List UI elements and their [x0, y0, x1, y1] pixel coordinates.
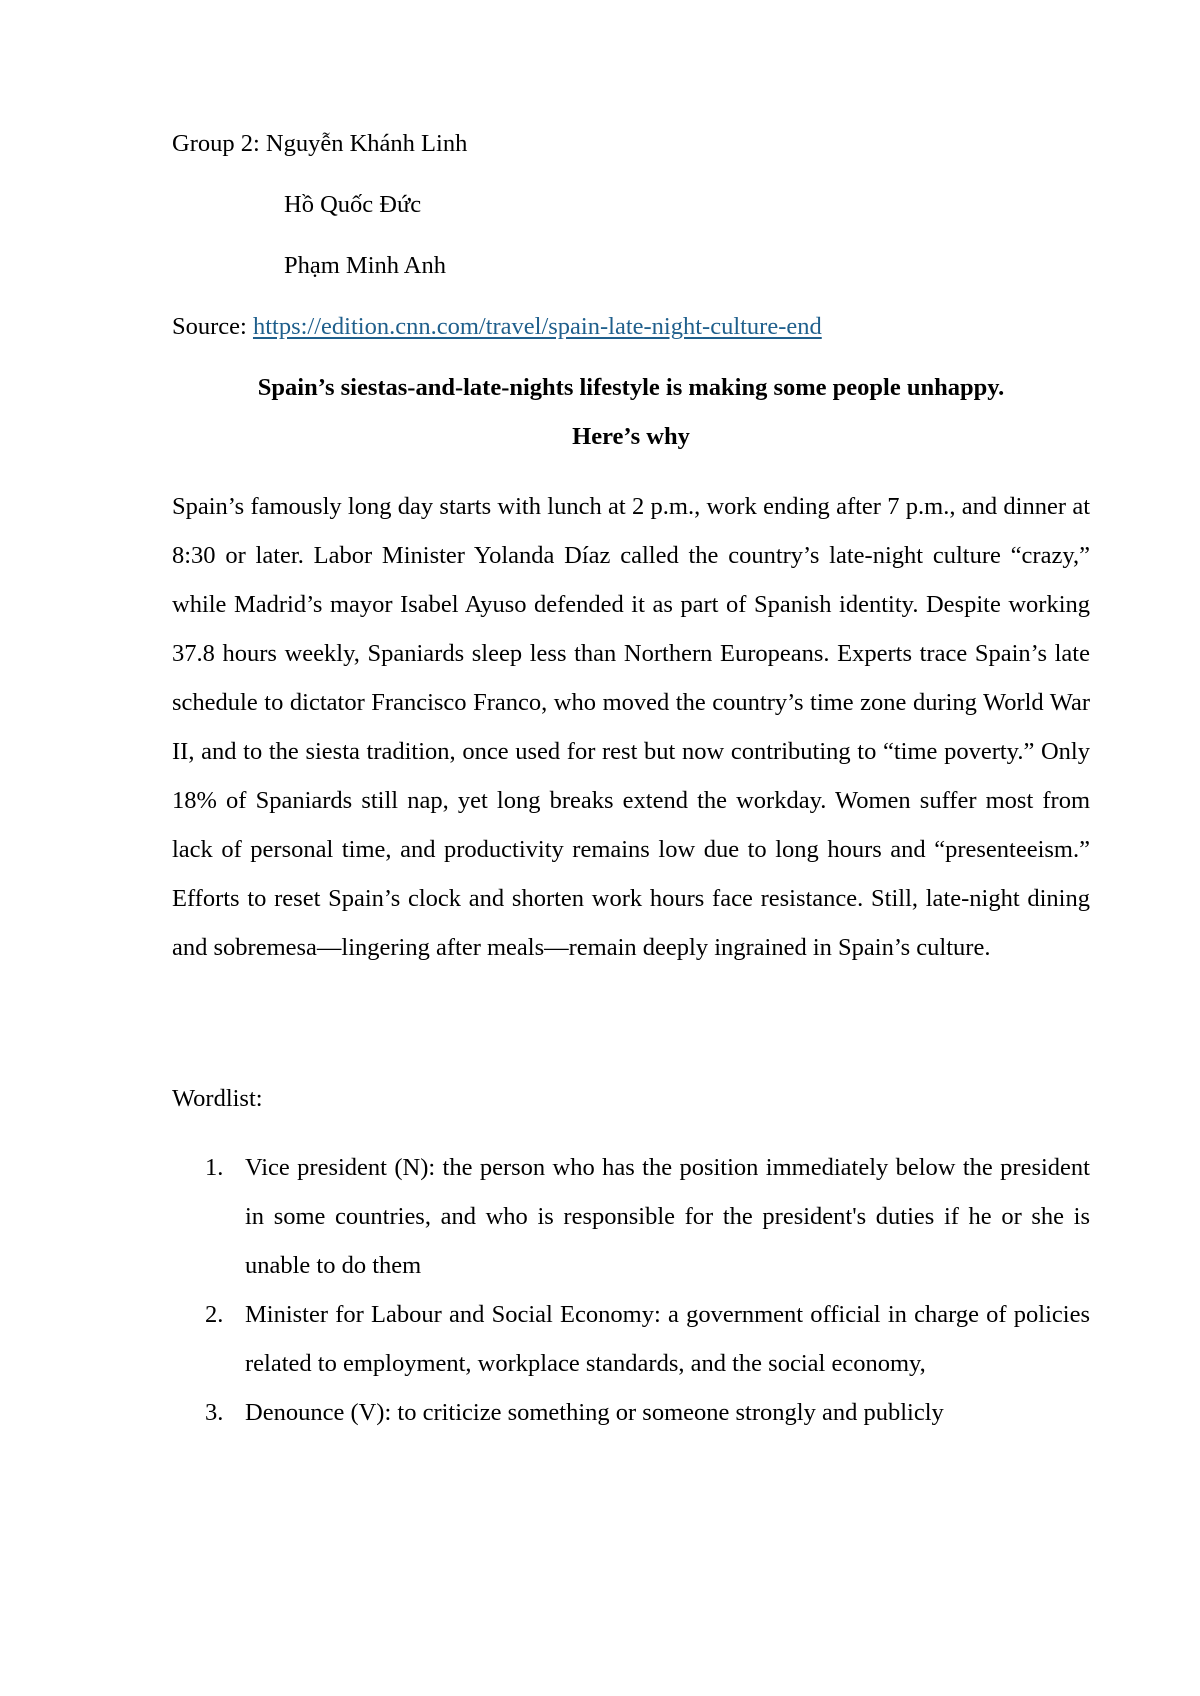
source-line [172, 312, 822, 342]
group-member-1: Hồ Quốc Đức [284, 191, 422, 218]
wordlist-item [172, 1388, 1090, 1437]
article-title-line-2: Here’s why [572, 423, 690, 450]
source-label: Source: [172, 313, 247, 340]
wordlist-item-text: Minister for Labour and Social Economy: a government official in charge of policies related to employment, workplace standards, and the social economy, [245, 1301, 1090, 1377]
wordlist [172, 1143, 1090, 1437]
source-link[interactable]: https://edition.cnn.com/travel/spain-late-night-culture-end [252, 313, 822, 340]
wordlist-item [172, 1290, 1090, 1388]
wordlist-item-text: Denounce (V): to criticize something or someone strongly and publicly [245, 1399, 944, 1426]
wordlist-item [172, 1143, 1090, 1290]
wordlist-item-number: 2. [205, 1301, 224, 1328]
article-title-line-1: Spain’s siestas-and-late-nights lifestyle is making some people unhappy. [257, 374, 1005, 401]
wordlist-heading: Wordlist: [172, 1085, 263, 1112]
article-summary: Spain’s famously long day starts with lunch at 2 p.m., work ending after 7 p.m., and dinner at 8:30 or later. Labor Minister Yolanda Díaz called the country’s late-night culture “crazy,” while Madrid’s mayor Isabel Ayuso defended it as part of Spanish identity. Despite working 37.8 hours weekly, Spaniards sleep less than Northern Europeans. Experts trace Spain’s late schedule to dictator Francisco Franco, who moved the country’s time zone during World War II, and to the siesta tradition, once used for rest but now contributing to “time poverty.” Only 18% of Spaniards still nap, yet long breaks extend the workday. Women suffer most from lack of personal time, and productivity remains low due to long hours and “presenteeism.” Efforts to reset Spain’s clock and shorten work hours face resistance. Still, late-night dining and sobremesa—lingering after meals—remain deeply ingrained in Spain’s culture. [172, 493, 1090, 961]
group-heading: Group 2: Nguyễn Khánh Linh [172, 130, 468, 157]
wordlist-item-text: Vice president (N): the person who has the position immediately below the president in some countries, and who is responsible for the president's duties if he or she is unable to do them [245, 1154, 1090, 1279]
wordlist-item-number: 3. [205, 1399, 224, 1426]
wordlist-item-number: 1. [205, 1154, 224, 1181]
group-member-2: Phạm Minh Anh [284, 252, 446, 279]
